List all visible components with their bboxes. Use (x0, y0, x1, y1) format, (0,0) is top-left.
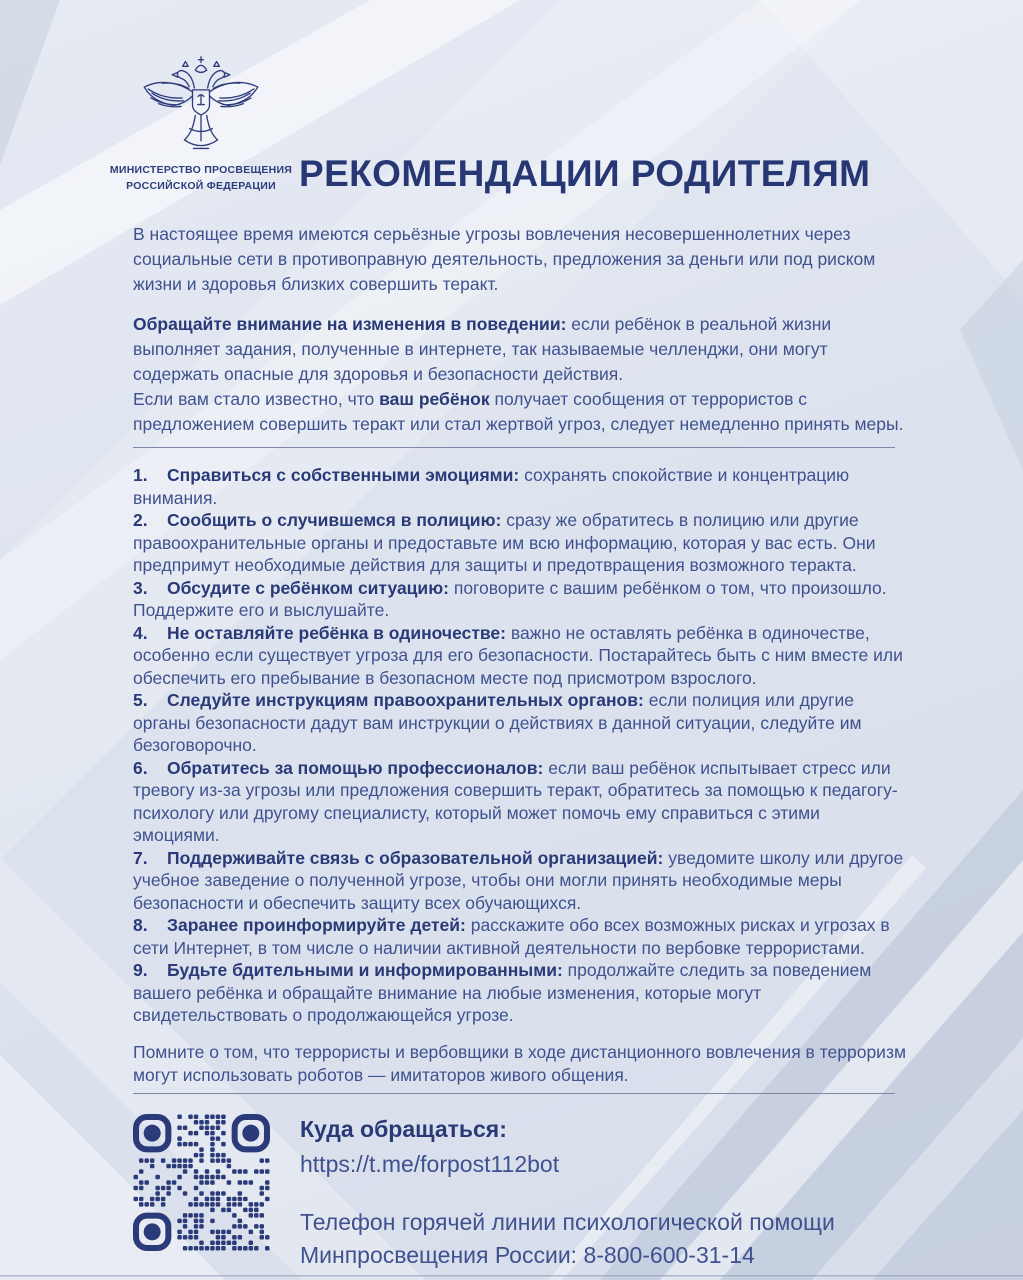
item-lead: Справиться с собственными эмоциями: (167, 465, 520, 485)
qr-code-icon (133, 1114, 270, 1251)
telegram-link[interactable]: https://t.me/forpost112bot (300, 1150, 560, 1177)
contacts-section (133, 1114, 911, 1272)
item-lead: Обсудите с ребёнком ситуацию: (167, 577, 449, 598)
item-text: сохранять спокойствие и концентрацию внимания. (133, 465, 850, 508)
contacts-text (300, 1114, 835, 1272)
item-text: поговорите с вашим ребёнком о том, что произошло. Поддержите его и выслушайте. (133, 577, 887, 620)
threat-known-bold: ваш ребёнок (379, 389, 490, 409)
contact-heading: Куда обращаться: (300, 1115, 507, 1142)
ministry-logo (103, 54, 299, 195)
item-lead: Не оставляйте ребёнка в одиночестве: (167, 622, 506, 643)
ministry-emblem-eagle-icon (139, 54, 263, 156)
recommendation-item-4 (133, 622, 911, 690)
item-number: 3. (133, 577, 148, 598)
item-text: уведомите школу или другое учебное заведение о полученной угрозе, чтобы они могли принять необходимые меры безопасности и обеспечить защиту всех обучающихся. (133, 847, 904, 913)
item-number: 4. (133, 622, 148, 643)
hotline-line2: Минпросвещения России: 8-800-600-31-14 (300, 1241, 755, 1268)
hotline-line1: Телефон горячей линии психологической помощи (300, 1208, 835, 1235)
item-text: сразу же обратитесь в полицию или другие правоохранительные органы и предоставьте им всю информацию, которая у вас есть. Они предпримут необходимые действия для защиты и предотвращения возможного теракта. (133, 510, 876, 575)
recommendation-item-2 (133, 509, 911, 577)
behavior-warning-paragraph (133, 312, 911, 437)
page-title: РЕКОМЕНДАЦИИ РОДИТЕЛЯМ (299, 153, 871, 194)
ministry-name-line2: РОССИЙСКОЙ ФЕДЕРАЦИИ (126, 179, 276, 192)
item-number: 2. (133, 510, 148, 530)
ministry-name (103, 163, 299, 195)
intro-paragraph-text: В настоящее время имеются серьёзные угрозы вовлечения несовершеннолетних через социальные сети в противоправную деятельность, предложения за деньги или под риском жизни и здоровья близких совершить теракт. (133, 224, 876, 294)
content-column (133, 222, 911, 1272)
item-number: 7. (133, 847, 148, 868)
recommendation-item-9 (133, 959, 911, 1027)
recommendation-item-6 (133, 757, 911, 847)
item-number: 9. (133, 960, 148, 980)
reminder-note (133, 1041, 911, 1087)
item-lead: Заранее проинформируйте детей: (167, 915, 466, 935)
item-lead: Следуйте инструкциям правоохранительных органов: (167, 690, 644, 710)
item-text: важно не оставлять ребёнка в одиночестве, особенно если существует угроза для его безопасности. Постарайтесь быть с ним вместе или обеспечить его пребывание в безопасном месте под присмотром взрослого. (133, 622, 903, 688)
section-divider (133, 1093, 895, 1094)
recommendation-item-8 (133, 914, 911, 959)
item-number: 8. (133, 915, 148, 935)
item-number: 1. (133, 465, 148, 485)
intro-paragraph (133, 222, 911, 297)
item-text: расскажите обо всех возможных рисках и угрозах в сети Интернет, в том числе о наличии активной деятельности по вербовке террористами. (133, 915, 890, 958)
threat-known-pre: Если вам стало известно, что (133, 389, 380, 409)
item-number: 6. (133, 757, 148, 778)
item-lead: Сообщить о случившемся в полицию: (167, 510, 502, 530)
ministry-name-line1: МИНИСТЕРСТВО ПРОСВЕЩЕНИЯ (109, 164, 293, 176)
item-text: если ваш ребёнок испытывает стресс или тревогу из-за угрозы или предложения совершить теракт, обратитесь за помощью к педагогу-психологу или другому специалисту, который может помочь ему справиться с этими эмоциями. (133, 757, 898, 845)
threat-known-rest: получает сообщения от террористов с предложением совершить теракт или стал жертвой угроз, следует немедленно принять меры. (133, 389, 904, 434)
recommendation-item-1 (133, 464, 911, 509)
item-lead: Будьте бдительными и информированными: (167, 960, 563, 980)
item-text: продолжайте следить за поведением вашего ребёнка и обращайте внимание на любые изменения, которые могут свидетельствовать о продолжающейся угрозе. (133, 960, 872, 1025)
section-divider (133, 447, 895, 448)
reminder-note-text: Помните о том, что террористы и вербовщики в ходе дистанционного вовлечения в терроризм могут использовать роботов — имитаторов живого общения. (133, 1041, 907, 1085)
item-lead: Поддерживайте связь с образовательной организацией: (167, 847, 664, 868)
item-lead: Обратитесь за помощью профессионалов: (167, 757, 544, 778)
recommendation-item-5 (133, 689, 911, 757)
hotline-text (300, 1206, 835, 1272)
recommendations-list (133, 464, 911, 1027)
item-number: 5. (133, 690, 148, 710)
behavior-warning-text: если ребёнок в реальной жизни выполняет задания, полученные в интернете, так называемые челленджи, они могут содержать опасные для здоровья и безопасности действия. (133, 314, 832, 384)
recommendation-item-3 (133, 577, 911, 622)
recommendation-item-7 (133, 847, 911, 915)
item-text: если полиция или другие органы безопасности дадут вам инструкции о действиях в данной ситуации, следуйте им безоговорочно. (133, 690, 862, 755)
behavior-warning-lead: Обращайте внимание на изменения в поведении: (133, 314, 567, 334)
